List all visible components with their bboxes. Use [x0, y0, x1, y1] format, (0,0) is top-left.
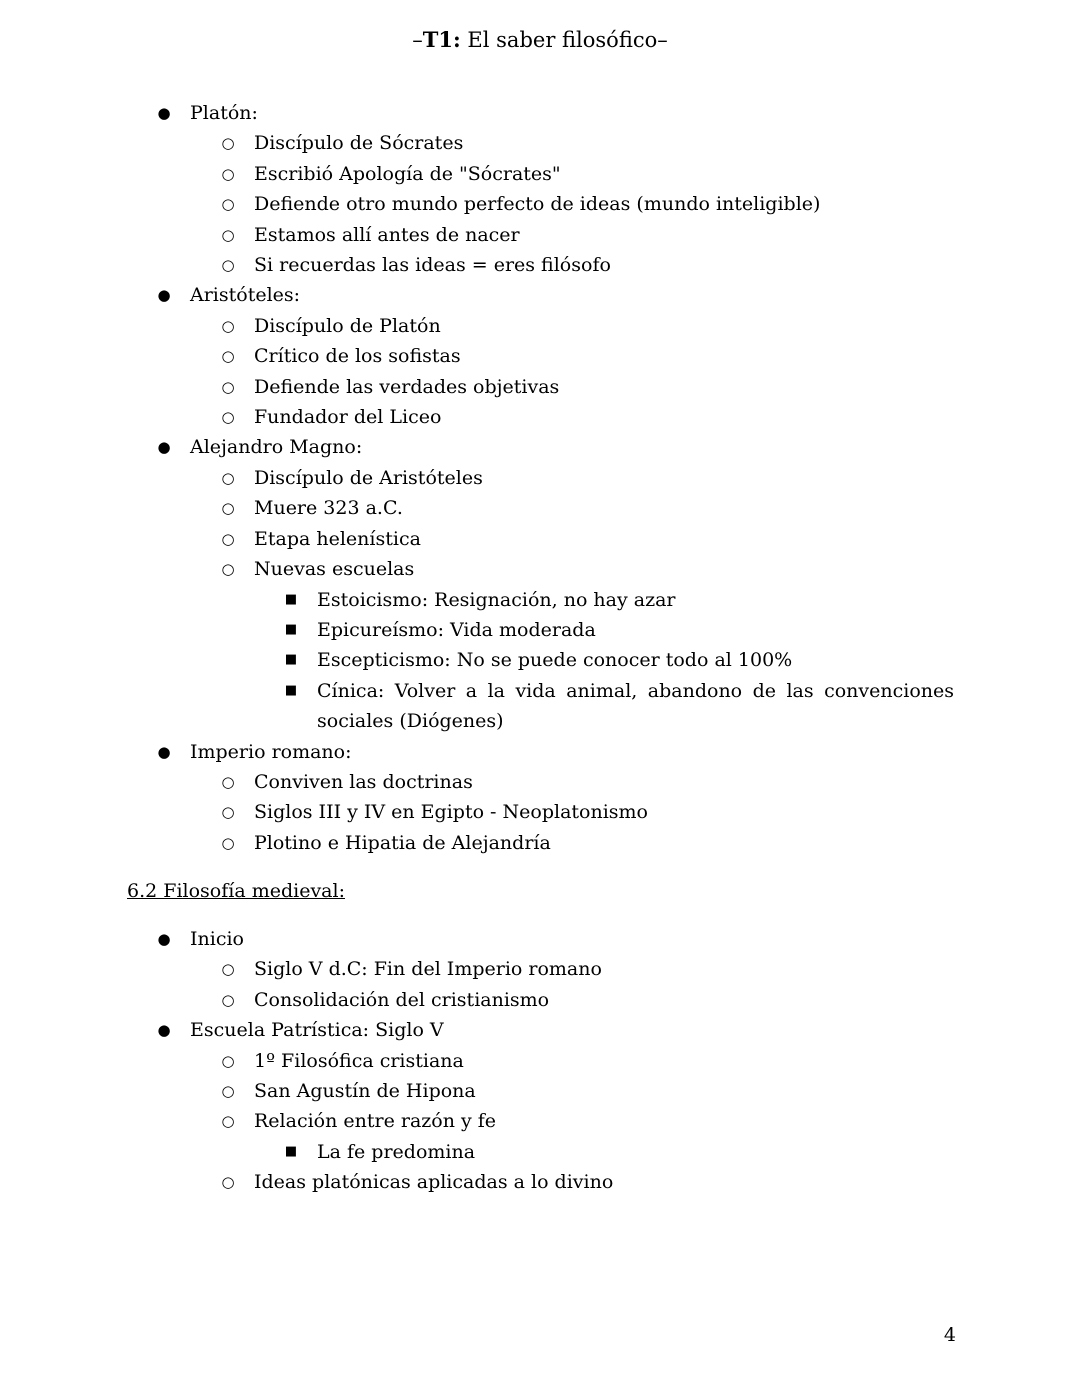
list-subitem	[0, 985, 1080, 1015]
list-subitem	[0, 1046, 1080, 1076]
bullet-disc-icon: ●	[157, 742, 171, 761]
list-subitem	[0, 189, 1080, 219]
section-medieval-list	[0, 924, 1080, 1198]
section-philosophers-list	[0, 98, 1080, 858]
list-subitem-text: Siglos III y IV en Egipto - Neoplatonismo	[254, 801, 648, 824]
list-subitem	[0, 159, 1080, 189]
list-item-label: Inicio	[190, 928, 244, 950]
list-item-label: Aristóteles:	[190, 284, 301, 307]
list-subsubitem	[0, 676, 1080, 737]
list-subitem-text: Etapa helenística	[254, 527, 421, 550]
bullet-square-icon: ■	[284, 591, 298, 607]
list-subitem-text: Defiende las verdades objetivas	[254, 375, 560, 398]
list-item-platon	[0, 98, 1080, 128]
list-item-label: Imperio romano:	[190, 740, 352, 763]
list-subitem	[0, 767, 1080, 797]
list-subitem	[0, 341, 1080, 371]
list-subitem	[0, 372, 1080, 402]
bullet-circle-icon: ○	[221, 377, 235, 396]
bullet-circle-icon: ○	[221, 225, 235, 244]
bullet-circle-icon: ○	[221, 560, 235, 579]
list-item-aristoteles	[0, 280, 1080, 310]
list-subitem	[0, 402, 1080, 432]
list-item-escuela-patristica	[0, 1015, 1080, 1045]
bullet-circle-icon: ○	[221, 134, 235, 153]
list-item-inicio	[0, 924, 1080, 954]
bullet-circle-icon: ○	[221, 1173, 235, 1192]
list-subitem-text: Crítico de los sofistas	[254, 345, 461, 368]
title-topic-number: T1:	[422, 27, 461, 52]
bullet-circle-icon: ○	[221, 803, 235, 822]
bullet-circle-icon: ○	[221, 316, 235, 335]
list-subsubitem	[0, 645, 1080, 675]
list-subsubitem	[0, 585, 1080, 615]
bullet-circle-icon: ○	[221, 1112, 235, 1131]
bullet-circle-icon: ○	[221, 960, 235, 979]
page-number: 4	[943, 1324, 956, 1346]
list-subitem	[0, 1106, 1080, 1136]
bullet-square-icon: ■	[284, 652, 298, 668]
bullet-circle-icon: ○	[221, 499, 235, 518]
list-subitem-text: Defiende otro mundo perfecto de ideas (mundo inteligible)	[254, 193, 821, 216]
title-dash-right: –	[657, 28, 668, 52]
section-heading-filosofia-medieval: 6.2 Filosofía medieval:	[127, 880, 345, 902]
list-subitem	[0, 554, 1080, 584]
bullet-square-icon: ■	[284, 1143, 298, 1159]
list-subitem	[0, 220, 1080, 250]
bullet-circle-icon: ○	[221, 529, 235, 548]
list-subitem-text: Relación entre razón y fe	[254, 1110, 497, 1133]
list-subitem-text: Estamos allí antes de nacer	[254, 223, 520, 246]
list-subsubitem-text: Estoicismo: Resignación, no hay azar	[317, 588, 676, 611]
list-subsubitem	[0, 1137, 1080, 1167]
title-topic-name: El saber filosófico	[460, 28, 658, 52]
list-subitem-text: Nuevas escuelas	[254, 558, 415, 581]
list-subitem	[0, 128, 1080, 158]
list-subitem	[0, 1076, 1080, 1106]
bullet-disc-icon: ●	[157, 104, 171, 122]
list-item-imperio-romano	[0, 737, 1080, 767]
list-subitem-text: San Agustín de Hipona	[254, 1080, 476, 1103]
bullet-circle-icon: ○	[221, 1051, 235, 1070]
bullet-disc-icon: ●	[157, 1021, 171, 1040]
list-subitem	[0, 954, 1080, 984]
title-dash-left: –	[412, 28, 423, 52]
bullet-circle-icon: ○	[221, 256, 235, 275]
list-subitem	[0, 1167, 1080, 1197]
list-item-label: Platón:	[190, 102, 258, 124]
list-subitem	[0, 493, 1080, 523]
bullet-circle-icon: ○	[221, 195, 235, 214]
bullet-circle-icon: ○	[221, 347, 235, 366]
bullet-circle-icon: ○	[221, 408, 235, 427]
list-subitem-text: Discípulo de Sócrates	[254, 132, 464, 155]
list-subitem-text: Ideas platónicas aplicadas a lo divino	[254, 1171, 614, 1194]
list-subitem-text: Conviven las doctrinas	[254, 770, 473, 793]
bullet-circle-icon: ○	[221, 468, 235, 487]
list-subitem-text: Plotino e Hipatia de Alejandría	[254, 831, 551, 854]
list-subitem-text: Muere 323 a.C.	[254, 497, 403, 520]
list-subitem	[0, 524, 1080, 554]
list-subitem	[0, 828, 1080, 858]
list-subitem	[0, 250, 1080, 280]
bullet-disc-icon: ●	[157, 286, 171, 305]
list-subsubitem-text: Cínica: Volver a la vida animal, abandono de las convenciones sociales (Diógenes)	[317, 679, 954, 733]
list-subitem-text: Escribió Apología de "Sócrates"	[254, 162, 561, 185]
list-item-label: Alejandro Magno:	[190, 436, 363, 459]
list-subsubitem	[0, 615, 1080, 645]
list-subitem	[0, 797, 1080, 827]
bullet-circle-icon: ○	[221, 990, 235, 1009]
list-item-label: Escuela Patrística: Siglo V	[190, 1019, 444, 1042]
list-item-alejandro-magno	[0, 432, 1080, 462]
list-subitem	[0, 463, 1080, 493]
bullet-disc-icon: ●	[157, 930, 171, 948]
list-subitem-text: Consolidación del cristianismo	[254, 988, 550, 1011]
bullet-circle-icon: ○	[221, 833, 235, 852]
bullet-circle-icon: ○	[221, 1082, 235, 1101]
page-title	[0, 25, 1080, 55]
list-subitem-text: Fundador del Liceo	[254, 406, 442, 429]
bullet-disc-icon: ●	[157, 438, 171, 457]
list-subsubitem-text: Epicureísmo: Vida moderada	[317, 618, 596, 641]
bullet-square-icon: ■	[284, 621, 298, 637]
list-subitem	[0, 311, 1080, 341]
list-subitem-text: Si recuerdas las ideas = eres filósofo	[254, 254, 611, 277]
list-subitem-text: 1º Filosófica cristiana	[254, 1049, 464, 1072]
list-subsubitem-text: Escepticismo: No se puede conocer todo al 100%	[317, 649, 793, 672]
list-subitem-text: Discípulo de Platón	[254, 314, 441, 337]
list-subitem-text: Siglo V d.C: Fin del Imperio romano	[254, 958, 602, 981]
bullet-square-icon: ■	[284, 682, 298, 698]
list-subsubitem-text: La fe predomina	[317, 1140, 476, 1163]
bullet-circle-icon: ○	[221, 164, 235, 183]
list-subitem-text: Discípulo de Aristóteles	[254, 466, 483, 489]
bullet-circle-icon: ○	[221, 772, 235, 791]
